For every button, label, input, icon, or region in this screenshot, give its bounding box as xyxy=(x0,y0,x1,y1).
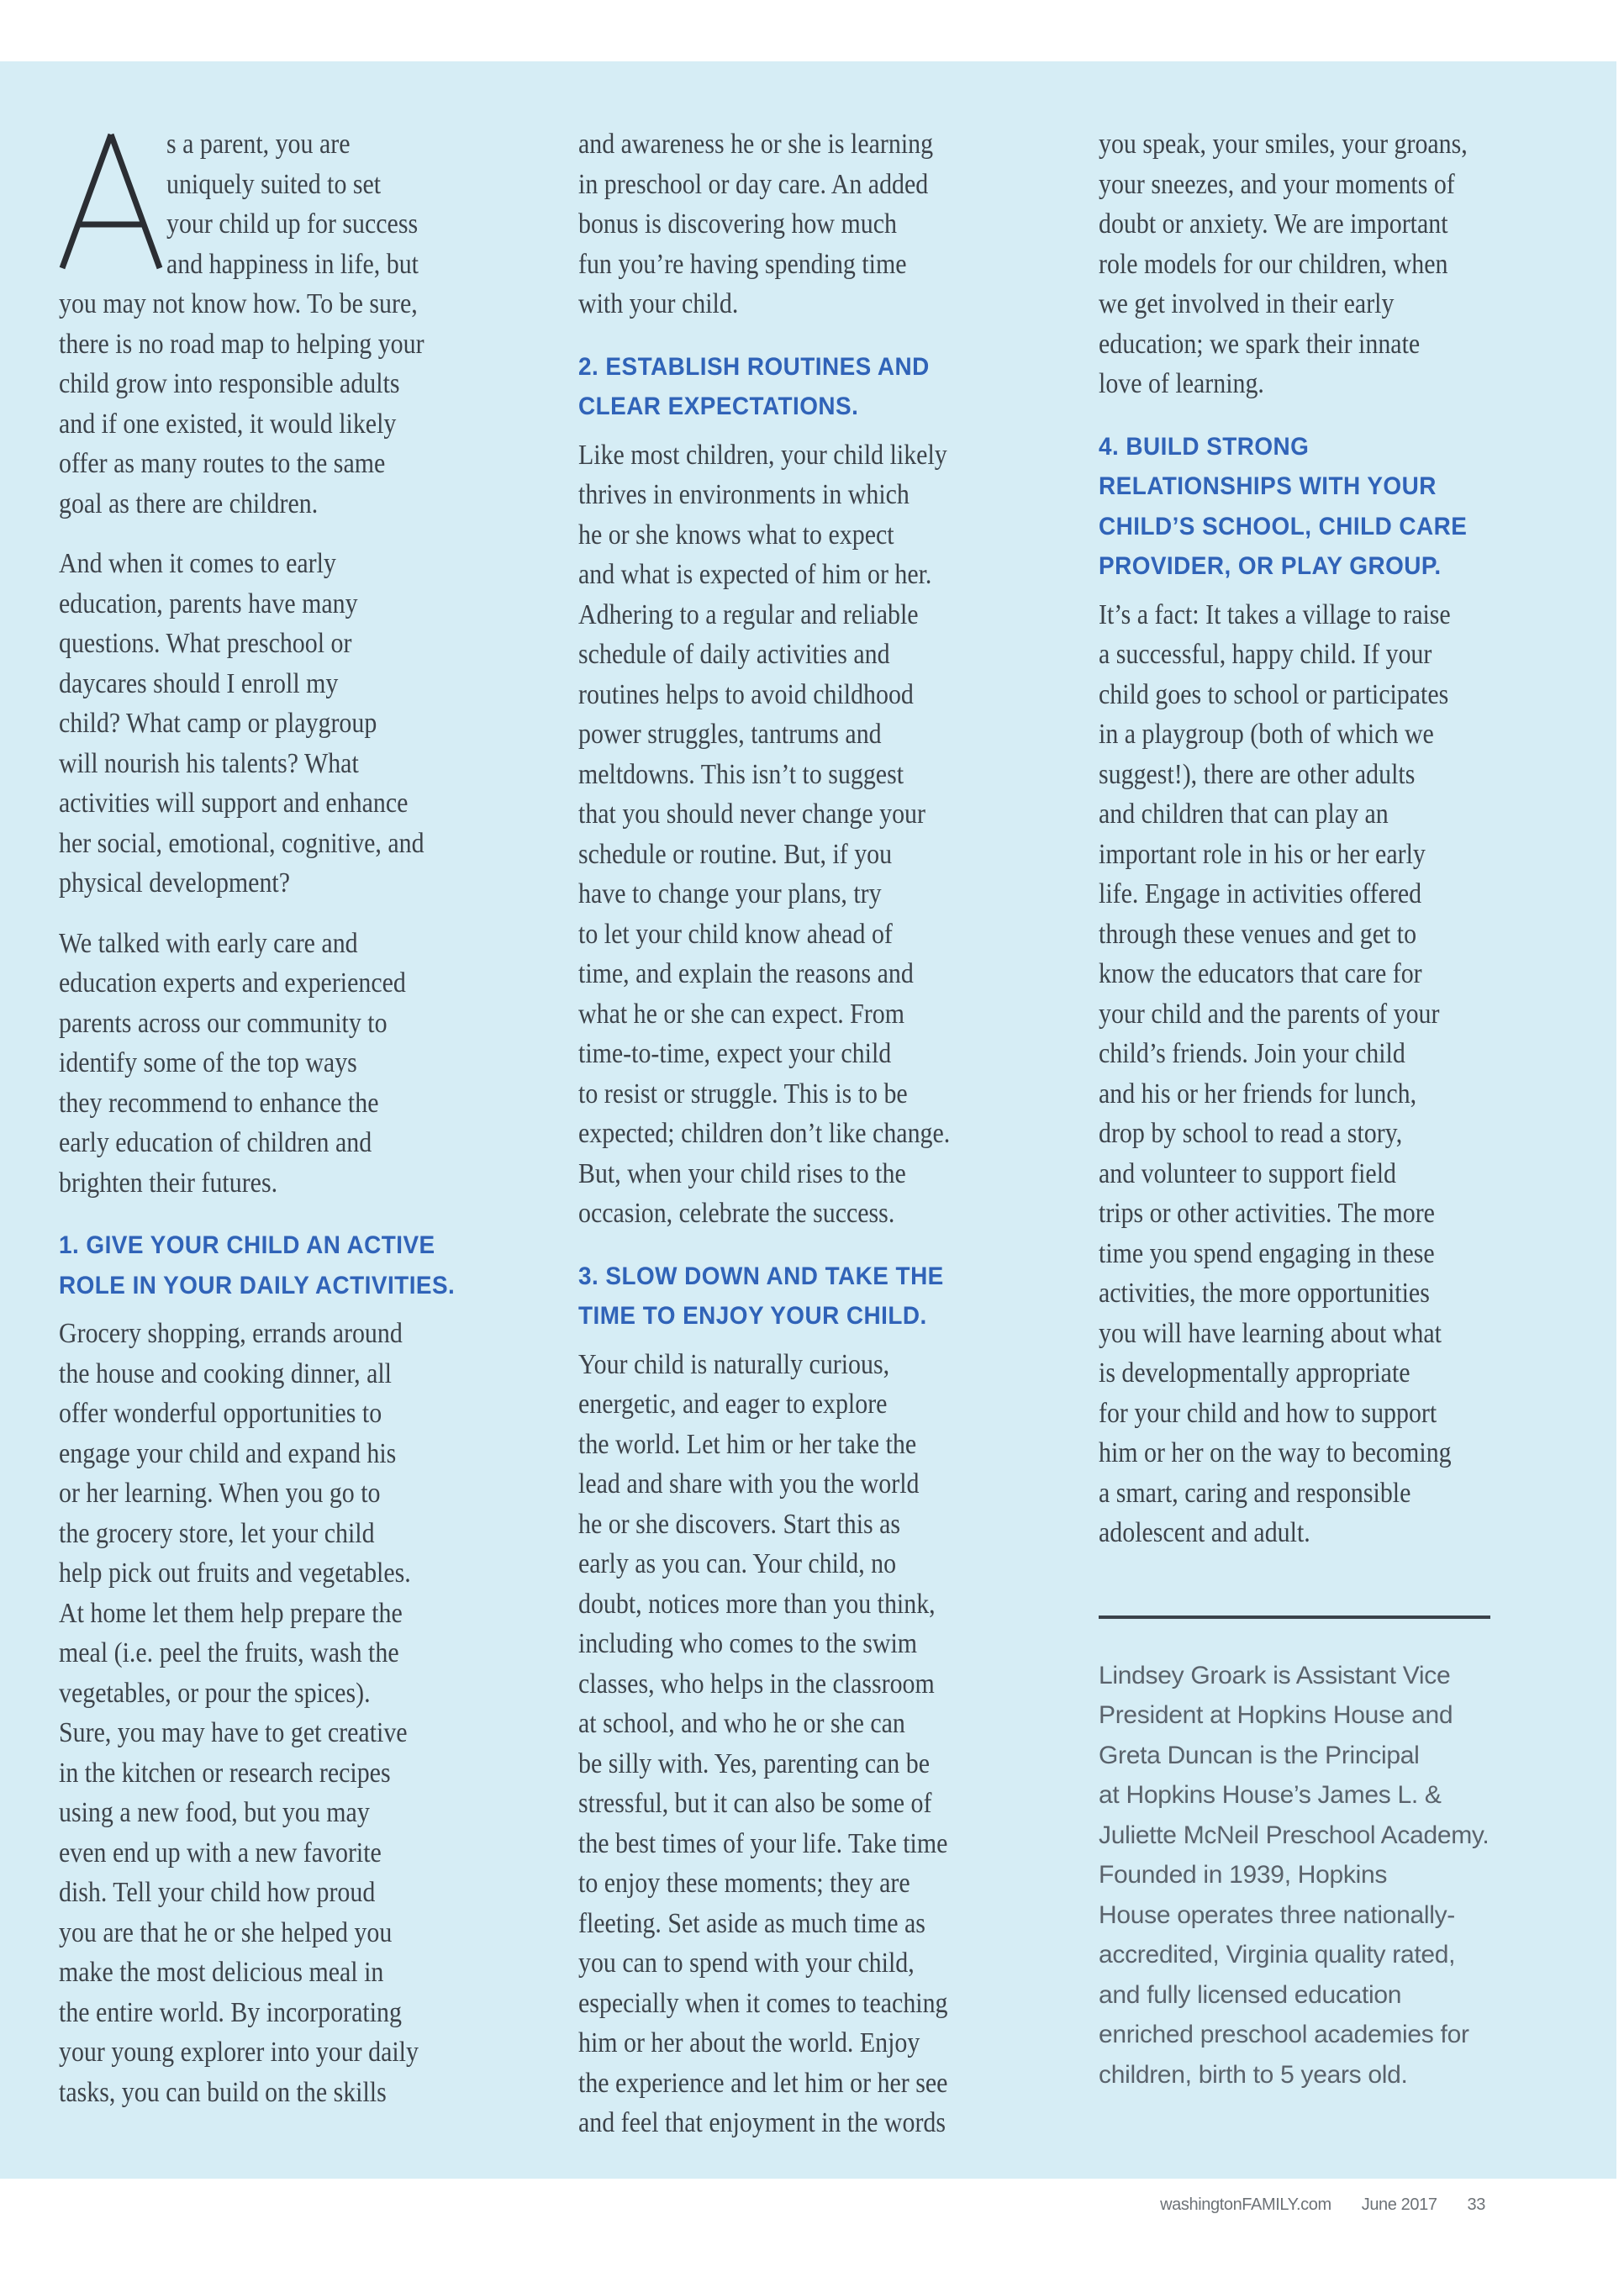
text-line: the entire world. By incorporating xyxy=(59,1996,402,2028)
text-line: s a parent, you are xyxy=(166,129,351,160)
footer-page-number: 33 xyxy=(1467,2195,1485,2214)
text-line: and children that can play an xyxy=(1099,799,1389,830)
body-paragraph xyxy=(59,544,461,904)
text-line: fun you’re having spending time xyxy=(578,248,907,280)
text-line: meltdowns. This isn’t to suggest xyxy=(578,758,904,790)
text-line: early education of children and xyxy=(59,1127,372,1158)
text-line: you are that he or she helped you xyxy=(59,1916,393,1948)
section-heading xyxy=(578,347,973,427)
heading-line: 3. SLOW DOWN AND TAKE THE xyxy=(578,1262,944,1290)
text-line: Grocery shopping, errands around xyxy=(59,1318,403,1349)
bio-line: at Hopkins House’s James L. & xyxy=(1099,1781,1442,1809)
heading-line: PROVIDER, OR PLAY GROUP. xyxy=(1099,552,1442,580)
text-line: child goes to school or participates xyxy=(1099,678,1449,710)
body-paragraph xyxy=(1099,595,1494,1553)
text-line: a successful, happy child. If your xyxy=(1099,639,1432,670)
text-line: with your child. xyxy=(578,288,739,319)
text-line: parents across our community to xyxy=(59,1007,388,1039)
text-line: will nourish his talents? What xyxy=(59,747,359,779)
text-line: the experience and let him or her see xyxy=(578,2067,948,2099)
article-column-2 xyxy=(578,124,973,2143)
text-line: activities, the more opportunities xyxy=(1099,1278,1430,1309)
text-line: questions. What preschool or xyxy=(59,628,352,659)
text-line: early as you can. Your child, no xyxy=(578,1548,897,1579)
text-line: even end up with a new favorite xyxy=(59,1837,382,1869)
text-line: and if one existed, it would likely xyxy=(59,408,397,440)
bio-line: accredited, Virginia quality rated, xyxy=(1099,1941,1456,1969)
text-line: child’s friends. Join your child xyxy=(1099,1038,1405,1069)
text-line: to enjoy these moments; they are xyxy=(578,1868,910,1899)
text-line: doubt or anxiety. We are important xyxy=(1099,208,1448,240)
text-line: in the kitchen or research recipes xyxy=(59,1757,391,1789)
text-line: It’s a fact: It takes a village to raise xyxy=(1099,598,1451,630)
text-line: daycares should I enroll my xyxy=(59,667,339,699)
text-line: Adhering to a regular and reliable xyxy=(578,598,919,630)
footer-site-name: washingtonFAMILY.com xyxy=(1160,2195,1331,2214)
text-line: activities will support and enhance xyxy=(59,788,409,819)
text-line: engage your child and expand his xyxy=(59,1437,397,1469)
text-line: fleeting. Set aside as much time as xyxy=(578,1907,925,1939)
text-line: your child up for success xyxy=(166,208,419,240)
text-line: power struggles, tantrums and xyxy=(578,719,882,750)
dropcap-letter-a xyxy=(59,131,163,271)
text-line: But, when your child rises to the xyxy=(578,1157,906,1189)
text-line: and feel that enjoyment in the words xyxy=(578,2107,946,2138)
text-line: him or her about the world. Enjoy xyxy=(578,2027,920,2058)
text-line: identify some of the top ways xyxy=(59,1047,357,1078)
text-line: what he or she can expect. From xyxy=(578,998,904,1030)
text-line: him or her on the way to becoming xyxy=(1099,1437,1452,1468)
text-line: love of learning. xyxy=(1099,368,1264,399)
text-line: bonus is discovering how much xyxy=(578,208,897,240)
text-line: to resist or struggle. This is to be xyxy=(578,1078,908,1110)
text-line: you speak, your smiles, your groans, xyxy=(1099,129,1468,160)
text-line: is developmentally appropriate xyxy=(1099,1357,1410,1389)
text-line: make the most delicious meal in xyxy=(59,1957,384,1988)
text-line: we get involved in their early xyxy=(1099,288,1395,319)
text-line: time you spend engaging in these xyxy=(1099,1237,1435,1269)
text-line: you will have learning about what xyxy=(1099,1317,1442,1349)
text-line: schedule of daily activities and xyxy=(578,639,890,670)
heading-line: ROLE IN YOUR DAILY ACTIVITIES. xyxy=(59,1271,456,1299)
heading-line: 4. BUILD STRONG xyxy=(1099,432,1310,461)
text-line: life. Engage in activities offered xyxy=(1099,878,1422,909)
text-line: your child and the parents of your xyxy=(1099,998,1440,1030)
bio-line: Founded in 1939, Hopkins xyxy=(1099,1861,1388,1889)
bio-line: House operates three nationally- xyxy=(1099,1900,1455,1929)
text-line: you may not know how. To be sure, xyxy=(59,288,418,319)
text-line: help pick out fruits and vegetables. xyxy=(59,1558,411,1589)
text-line: through these venues and get to xyxy=(1099,918,1417,950)
bio-line: Juliette McNeil Preschool Academy. xyxy=(1099,1821,1490,1849)
text-line: the grocery store, let your child xyxy=(59,1517,375,1549)
text-line: meal (i.e. peel the fruits, wash the xyxy=(59,1637,399,1668)
text-line: your young explorer into your daily xyxy=(59,2037,419,2068)
text-line: dish. Tell your child how proud xyxy=(59,1877,376,1908)
text-line: there is no road map to helping your xyxy=(59,328,424,360)
text-line: Like most children, your child likely xyxy=(578,439,947,471)
text-line: have to change your plans, try xyxy=(578,878,882,909)
heading-line: RELATIONSHIPS WITH YOUR xyxy=(1099,472,1437,500)
text-line: to let your child know ahead of xyxy=(578,918,893,950)
text-line: education, parents have many xyxy=(59,588,358,619)
text-line: her social, emotional, cognitive, and xyxy=(59,827,424,859)
article-column-1 xyxy=(59,124,461,2112)
text-line: education; we spark their innate xyxy=(1099,328,1421,360)
text-line: important role in his or her early xyxy=(1099,838,1426,870)
text-line: including who comes to the swim xyxy=(578,1628,918,1659)
body-paragraph xyxy=(59,1314,461,2112)
text-line: Your child is naturally curious, xyxy=(578,1348,890,1380)
section-heading xyxy=(578,1257,973,1336)
text-line: classes, who helps in the classroom xyxy=(578,1668,935,1700)
text-line: the world. Let him or her take the xyxy=(578,1428,917,1460)
text-line: suggest!), there are other adults xyxy=(1099,758,1416,790)
text-line: know the educators that care for xyxy=(1099,958,1422,989)
text-line: brighten their futures. xyxy=(59,1167,278,1199)
text-line: doubt, notices more than you think, xyxy=(578,1588,936,1620)
text-line: uniquely suited to set xyxy=(166,168,382,200)
heading-line: TIME TO ENJOY YOUR CHILD. xyxy=(578,1302,927,1330)
text-line: you can to spend with your child, xyxy=(578,1948,915,1979)
text-line: using a new food, but you may xyxy=(59,1797,370,1828)
bio-line: Lindsey Groark is Assistant Vice xyxy=(1099,1661,1451,1689)
body-paragraph xyxy=(59,924,461,1204)
text-line: And when it comes to early xyxy=(59,548,336,579)
text-line: We talked with early care and xyxy=(59,927,358,959)
footer-issue-date: June 2017 xyxy=(1361,2195,1437,2214)
text-line: they recommend to enhance the xyxy=(59,1087,379,1119)
section-heading xyxy=(1099,427,1494,587)
heading-line: 1. GIVE YOUR CHILD AN ACTIVE xyxy=(59,1231,435,1259)
page-footer xyxy=(1160,2195,1485,2215)
bio-line: children, birth to 5 years old. xyxy=(1099,2060,1408,2089)
text-line: or her learning. When you go to xyxy=(59,1478,381,1509)
text-line: at school, and who he or she can xyxy=(578,1708,905,1739)
text-line: and happiness in life, but xyxy=(166,248,419,280)
text-line: thrives in environments in which xyxy=(578,479,910,510)
text-line: expected; children don’t like change. xyxy=(578,1118,951,1149)
text-line: especially when it comes to teaching xyxy=(578,1987,948,2019)
text-line: in preschool or day care. An added xyxy=(578,168,929,200)
article-column-3 xyxy=(1099,124,1494,2095)
heading-line: CLEAR EXPECTATIONS. xyxy=(578,393,859,420)
text-line: education experts and experienced xyxy=(59,967,406,999)
text-line: lead and share with you the world xyxy=(578,1468,920,1500)
text-line: child grow into responsible adults xyxy=(59,368,400,399)
text-line: Sure, you may have to get creative xyxy=(59,1717,408,1748)
text-line: drop by school to read a story, xyxy=(1099,1118,1403,1149)
body-paragraph xyxy=(1099,124,1494,404)
text-line: be silly with. Yes, parenting can be xyxy=(578,1747,930,1779)
divider-rule xyxy=(1099,1616,1490,1619)
text-line: time, and explain the reasons and xyxy=(578,958,914,989)
bio-line: enriched preschool academies for xyxy=(1099,2021,1469,2048)
bio-line: President at Hopkins House and xyxy=(1099,1701,1453,1729)
heading-line: 2. ESTABLISH ROUTINES AND xyxy=(578,352,930,381)
text-line: adolescent and adult. xyxy=(1099,1517,1310,1548)
text-line: he or she knows what to expect xyxy=(578,519,894,551)
text-line: occasion, celebrate the success. xyxy=(578,1198,895,1229)
text-line: and awareness he or she is learning xyxy=(578,129,934,160)
dropcap-a-glyph xyxy=(59,131,163,271)
text-line: for your child and how to support xyxy=(1099,1397,1437,1429)
text-line: that you should never change your xyxy=(578,799,925,830)
section-heading xyxy=(59,1225,461,1305)
body-paragraph xyxy=(578,124,973,324)
text-line: routines helps to avoid childhood xyxy=(578,678,914,710)
text-line: stressful, but it can also be some of xyxy=(578,1788,932,1819)
body-paragraph xyxy=(578,1345,973,2143)
bio-line: and fully licensed education xyxy=(1099,1980,1402,2009)
text-line: a smart, caring and responsible xyxy=(1099,1477,1411,1509)
body-paragraph xyxy=(578,435,973,1234)
text-line: physical development? xyxy=(59,867,291,899)
heading-line: CHILD’S SCHOOL, CHILD CARE xyxy=(1099,512,1468,540)
text-line: energetic, and eager to explore xyxy=(578,1389,888,1420)
text-line: offer wonderful opportunities to xyxy=(59,1398,382,1429)
text-line: and volunteer to support field xyxy=(1099,1157,1396,1189)
text-line: and what is expected of him or her. xyxy=(578,559,932,590)
author-bio xyxy=(1099,1656,1494,2095)
bio-line: Greta Duncan is the Principal xyxy=(1099,1741,1420,1769)
text-line: the house and cooking dinner, all xyxy=(59,1357,392,1389)
text-line: schedule or routine. But, if you xyxy=(578,838,893,870)
text-line: child? What camp or playgroup xyxy=(59,708,377,739)
text-line: role models for our children, when xyxy=(1099,248,1448,280)
text-line: trips or other activities. The more xyxy=(1099,1198,1435,1229)
text-line: offer as many routes to the same xyxy=(59,448,386,479)
text-line: At home let them help prepare the xyxy=(59,1597,403,1629)
text-line: your sneezes, and your moments of xyxy=(1099,168,1455,200)
text-line: tasks, you can build on the skills xyxy=(59,2076,387,2108)
text-line: vegetables, or pour the spices). xyxy=(59,1677,371,1709)
text-line: the best times of your life. Take time xyxy=(578,1827,948,1859)
text-line: goal as there are children. xyxy=(59,488,319,519)
text-line: and his or her friends for lunch, xyxy=(1099,1078,1417,1110)
text-line: time-to-time, expect your child xyxy=(578,1038,892,1069)
text-line: in a playgroup (both of which we xyxy=(1099,719,1434,750)
text-line: he or she discovers. Start this as xyxy=(578,1508,901,1540)
